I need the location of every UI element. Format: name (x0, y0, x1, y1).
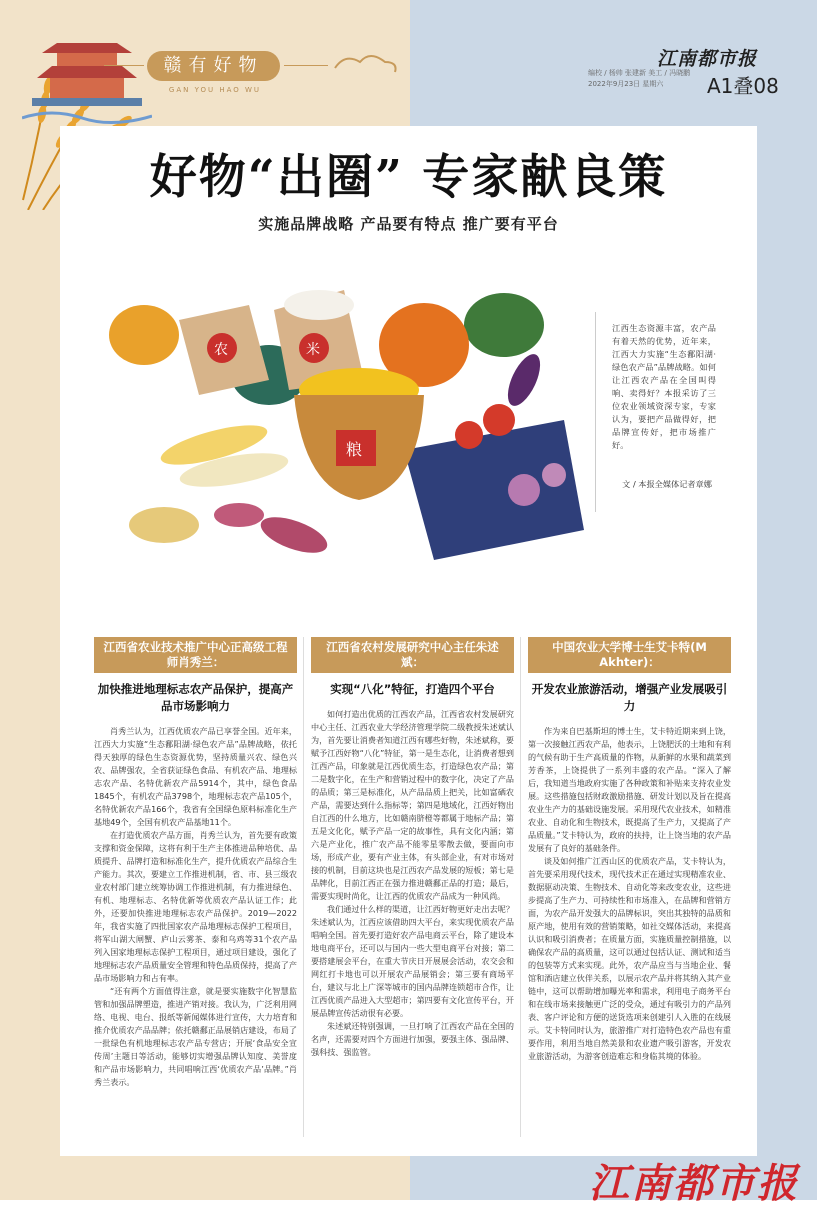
sack-label-mi: 米 (306, 342, 320, 358)
column-name: 赣有好物 (147, 51, 280, 81)
expert-body-1 (94, 725, 297, 1089)
expert-body-3 (528, 725, 731, 1063)
expert-subtitle-3: 开发农业旅游活动，增强产业发展吸引力 (531, 682, 728, 713)
masthead-meta (588, 68, 690, 90)
pavilion-icon (22, 18, 152, 128)
cloud-decoration-icon (330, 48, 400, 78)
intro-divider (595, 312, 596, 512)
footer-logo: 江南都市报 (589, 1160, 799, 1207)
paragraph: 作为来自巴基斯坦的博士生，艾卡特近期来到上饶，第一次接触江西农产品，他表示，上饶肥沃的土地和有利的气候有助于生产高质量的作物，从新鲜的水果和蔬菜到芳香茶，上饶提供了一系列丰盛的农产品。“深入了解后，我知道当地政府实施了各种政策和补贴来支持农业发展。这些措施包括财政激励措施、研发计划以及旨在提高农业生产力的基础设施发展。采用现代农业技术，如精准农业、自动化和生物技术，既提高了生产力，又提高了产品质量。”艾卡特认为，政府的扶持，让上饶当地的农产品发展有了良好的基础条件。 (528, 726, 731, 853)
header-divider-left (104, 65, 144, 66)
expert-name-2: 江西省农村发展研究中心主任朱述斌： (311, 637, 514, 673)
column-pinyin: GAN YOU HAO WU (168, 86, 262, 94)
paragraph: 谈及如何推广江西山区的优质农产品，艾卡特认为，首先要采用现代技术，现代技术正在通过实现精准农业、数据驱动决策、生物技术、自动化等来改变农业，这些进步提高了生产力、可持续性和市场准入，在品牌和营销方面，为农产品开发强大的品牌标识，突出其独特的品质和原产地，使用有效的营销策略，如社交媒体活动，来提高认识和吸引消费者；在质量方面，实施质量控制措施，以确保农产品的高质量，这可以通过包括认证、测试和适当的包装等方式来实现。此外，农产品应当与当地企业、餐馆和酒店建立伙伴关系，以展示农产品并将其纳入其产业链中，这可以帮助增加曝光率和需求，利用电子商务平台和在线市场来接触更广泛的受众，通过有吸引力的产品列表、客户评论和方便的送货选项来创建引人入胜的在线展示。艾卡特同时认为，旅游推广对打造特色农产品也有重要作用，利用当地自然美景和农业遗产吸引游客，开发农业旅游活动，为游客创造难忘和身临其境的体验。 (528, 856, 731, 1061)
paragraph: 朱述斌还特别强调，一旦打响了江西农产品在全国的名声，还需要对四个方面进行加强，要强主体、强品牌、强科技、强监管。 (311, 1021, 514, 1057)
expert-column-1 (94, 637, 297, 1089)
page-number: A1叠08 (707, 74, 779, 98)
paragraph: 如何打造出优质的江西农产品，江西省农村发展研究中心主任、江西农业大学经济管理学院二级教授朱述斌认为，首先要让消费者知道江西有哪些好物，朱述斌称，要赋予江西好物“八化”特征，第一是生态化，让消费者想到江西产品，印象就是江西优质生态，打造绿色农产品；第二是数字化，在生产和营销过程中的数字化，决定了产品的品质；第三是标准化，从产品品质上把关，比如富硒农产品，需要达到什么指标等；第四是地域化，江西好物出自江西的什么地方，比如赣南脐橙等都属于地标产品；第五是文化化，赋予产品一定的故事性，具有文化内涵；第六是产业化，推广农产品不能零星零散去做，要面向市场，形成产业，要有产业主体，有头部企业，有对市场对接的机制，目前这块也是江西农产品发展的短板；第七是品牌化，目前江西正在强力推进赣鄱正品的打造；最后，需要实现时尚化，让江西的优质农产品成为一种风尚。 (311, 709, 514, 901)
paragraph: 肖秀兰认为，江西优质农产品已享誉全国。近年来，江西大力实施“生态鄱阳湖·绿色农产品”品牌战略，依托得天独厚的绿色生态资源优势，坚持质量兴农、绿色兴农、品牌强农，全省获证绿色食品、有机农产品、地理标志农产品、名特优新农产品5914个，其中，绿色食品1845个，有机农产品3798个，地理标志农产品105个，名特优新农产品166个，我省有全国绿色原料标准化生产基地49个，全国有机农产品基地11个。 (94, 726, 297, 827)
expert-name-1: 江西省农业技术推广中心正高级工程师肖秀兰： (94, 637, 297, 673)
expert-column-2 (311, 637, 514, 1059)
expert-subtitle-1: 加快推进地理标志农产品保护，提高产品市场影响力 (97, 682, 294, 713)
paragraph: 在打造优质农产品方面，肖秀兰认为，首先要有政策支撑和资金保障，这将有利于生产主体推进品种培优、品质提升、品牌打造和标准化生产，提升优质农产品综合生产能力。其次，要建立工作推进机制，省、市、县三级农业农村部门建立统筹协调工作推进机制，有力推进绿色、有机、地理标志、名特优新等优质农产品认证工作；此外，还要加快推进地理标志农产品保护。2019—2022年，我省实施了四批国家农产品地理标志保护工程项目，将军山湖大闸蟹、庐山云雾茶、泰和乌鸡等31个农产品列入国家地理标志保护工程项目，通过项目建设，强化了地理标志农产品质量安全管理和特色品质保持，提高了产品市场影响力和占有率。 (94, 830, 297, 983)
expert-body-2 (311, 708, 514, 1059)
subheadline: 实施品牌战略 产品要有特点 推广要有平台 (258, 215, 559, 233)
produce-illustration (104, 270, 584, 570)
masthead-logo: 江南都市报 (656, 48, 757, 70)
expert-column-3 (528, 637, 731, 1063)
date-line: 2022年9月23日 星期六 (588, 80, 664, 88)
expert-name-3: 中国农业大学博士生艾卡特(M Akhter)： (528, 637, 731, 673)
header-divider-right (284, 65, 328, 66)
column-divider (520, 637, 521, 1137)
basket-label-liang: 粮 (346, 440, 363, 459)
paragraph: “还有两个方面值得注意，就是要实施数字化智慧监管和加强品牌塑造，推进产销对接。我认为，广泛利用网络、电视、电台、报纸等新闻媒体进行宣传，大力培育和推介优质农产品品牌；依托赣鄱正品展销店建设，布局了一批绿色有机地理标志农产品专营店；开展‘食品安全宣传周’主题日等活动，能够切实增强品牌认知度、美誉度和产品市场影响力，共同唱响江西‘优质农产品’品牌。”肖秀兰表示。 (94, 986, 297, 1087)
sack-label-nong: 农 (214, 342, 228, 358)
paragraph: 我们通过什么样的渠道，让江西好物更好走出去呢？朱述斌认为，江西应该借助四大平台，来实现优质农产品唱响全国。首先要打造好农产品电商云平台，除了建设本地电商平台，还可以与国内一些大型电商平台对接；第二要搭建展会平台，在重大节庆日开展展会活动，农交会和网红打卡地也可以开展农产品展销会；第三要有商场平台，建议与北上广深等城市的国内品牌连锁超市合作，让江西优质产品进入大型超市；第四要有文化宣传平台，开展品牌宣传活动很有必要。 (311, 904, 514, 1018)
article-intro: 江西生态资源丰富，农产品有着天然的优势，近年来，江西大力实施“生态鄱阳湖·绿色农产品”品牌战略。如何让江西农产品在全国叫得响、卖得好？本报采访了三位农业领域资深专家，专家认为，要把产品做得好，把品牌宣传好，把市场推广好。 (612, 323, 716, 450)
column-divider (303, 637, 304, 1137)
headline: 好物“出圈” 专家献良策 (149, 150, 668, 205)
article-byline: 文 / 本报全媒体记者章娜 (622, 479, 712, 489)
expert-subtitle-2: 实现“八化”特征，打造四个平台 (330, 682, 495, 696)
editor-line: 编校 / 杨帅 张建新 美工 / 冯晓鹏 (588, 69, 691, 77)
